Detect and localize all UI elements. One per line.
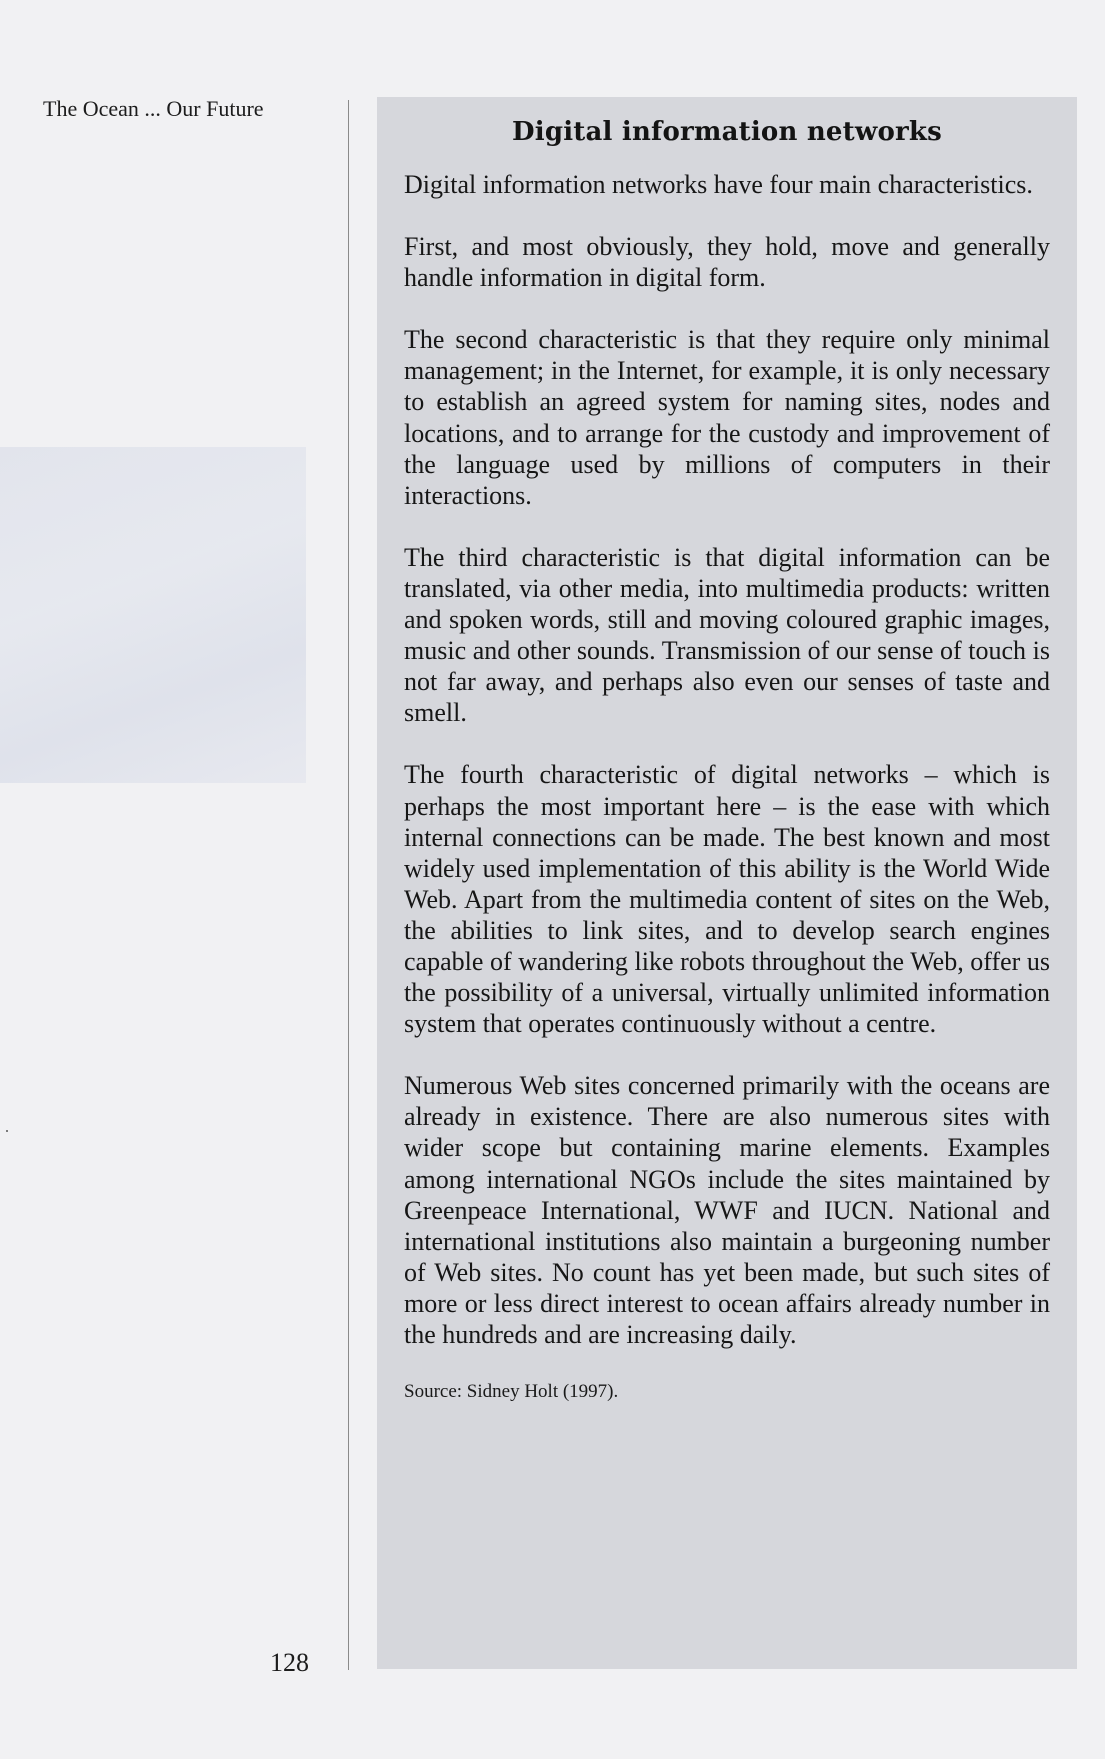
box-paragraph-6: Numerous Web sites concerned primarily with the oceans are already in existence. There are also numerous sites with wider scope but containing marine elements. Examples among international NGOs include the sites maintained by Greenpeace International, WWF and IUCN. National and international institutions also maintain a burgeoning number of Web sites. No count has yet been made, but such sites of more or less direct interest to ocean affairs already number in the hundreds and are increasing daily. bbox=[404, 1071, 1050, 1349]
scan-speck bbox=[6, 1130, 8, 1132]
sidebar-box bbox=[377, 97, 1077, 1669]
box-paragraph-3: The second characteristic is that they require only minimal management; in the Internet, for example, it is only necessary to establish an agreed system for naming sites, nodes and locations, and to arrange for the custody and improvement of the language used by millions of computers in their interactions. bbox=[404, 325, 1050, 510]
box-title: Digital information networks bbox=[512, 117, 942, 147]
box-source: Source: Sidney Holt (1997). bbox=[404, 1381, 619, 1403]
box-paragraph-1: Digital information networks have four main characteristics. bbox=[404, 170, 1033, 199]
box-paragraph-2: First, and most obviously, they hold, move and generally handle information in digital form. bbox=[404, 232, 1050, 293]
running-head: The Ocean ... Our Future bbox=[43, 96, 264, 121]
box-paragraph-4: The third characteristic is that digital information can be translated, via other media, into multimedia products: written and spoken words, still and moving coloured graphic images, music and other sounds. Transmission of our sense of touch is not far away, and perhaps also even our senses of taste and smell. bbox=[404, 542, 1050, 728]
show-through-image bbox=[0, 447, 306, 783]
box-paragraph-5: The fourth characteristic of digital networks – which is perhaps the most important here – is the ease with which internal connections can be made. The best known and most widely used implementation of this ability is the World Wide Web. Apart from the multimedia content of sites on the Web, the abilities to link sites, and to develop search engines capable of wandering like robots throughout the Web, offer us the possibility of a universal, virtually unlimited information system that operates continuously without a centre. bbox=[404, 760, 1050, 1039]
column-divider bbox=[348, 100, 349, 1670]
page-number: 128 bbox=[270, 1648, 309, 1677]
